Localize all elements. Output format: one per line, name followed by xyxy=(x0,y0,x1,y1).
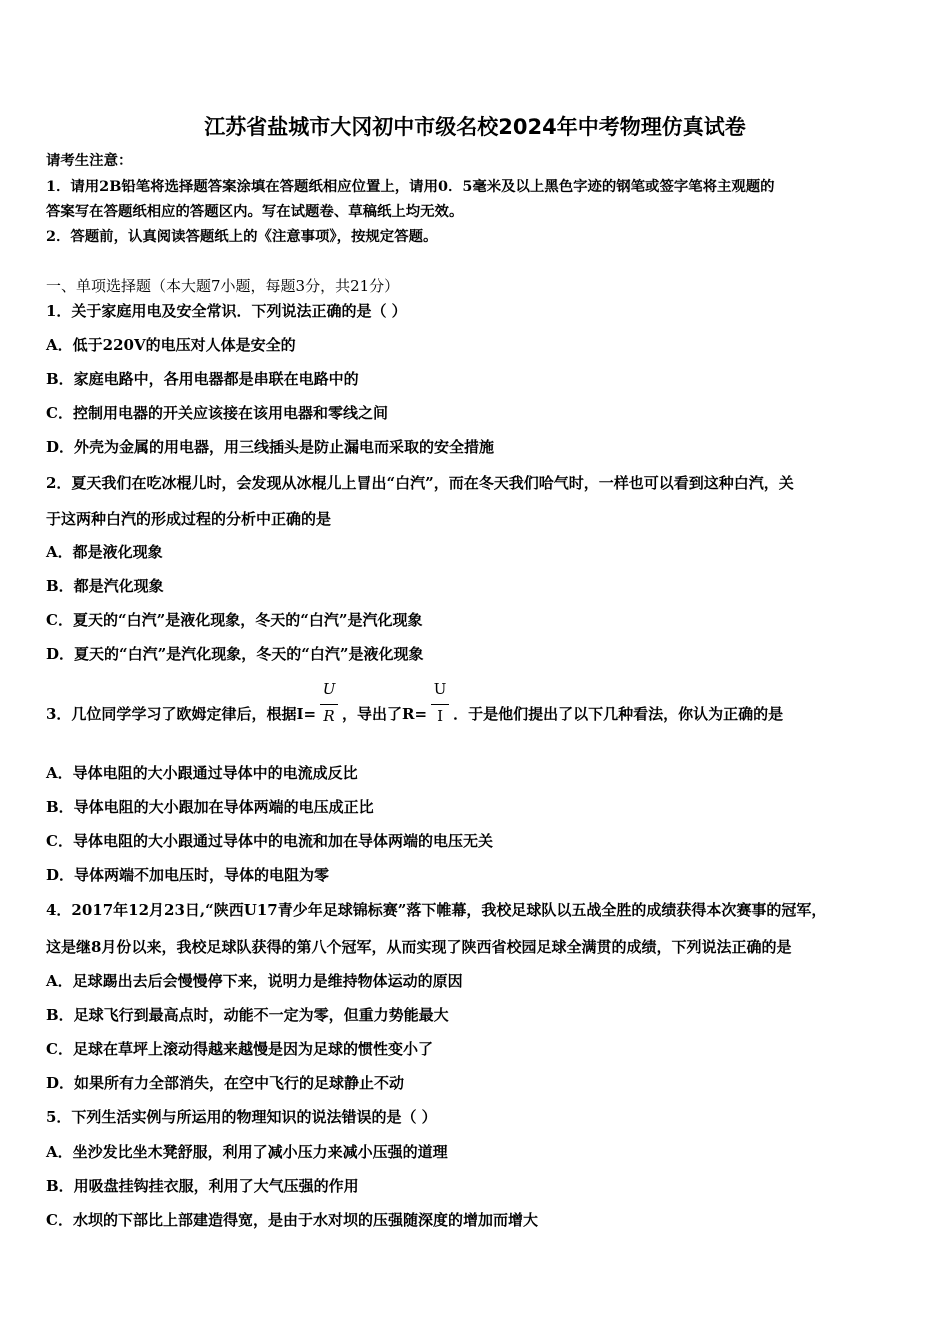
q2-stem-line-2: 于这两种白汽的形成过程的分析中正确的是 xyxy=(46,510,332,528)
notes-line-2: 答案写在答题纸相应的答题区内。写在试题卷、草稿纸上均无效。 xyxy=(46,203,464,220)
fraction-2-bar xyxy=(431,704,449,705)
q3-stem-part-1: 3．几位同学学习了欧姆定律后，根据I= xyxy=(46,705,317,723)
q3-stem-part-2: ，导出了R= xyxy=(342,705,428,723)
q2-option-c: C．夏天的“白汽”是液化现象，冬天的“白汽”是汽化现象 xyxy=(46,611,423,629)
q2-stem-line-1: 2．夏天我们在吃冰棍儿时，会发现从冰棍儿上冒出“白汽”，而在冬天我们哈气时，一样也可以看到这种白汽，关 xyxy=(46,474,794,492)
fraction-1-denominator: R xyxy=(323,707,335,725)
q4-option-b: B．足球飞行到最高点时，动能不一定为零，但重力势能最大 xyxy=(46,1006,449,1024)
q5-option-c: C．水坝的下部比上部建造得宽，是由于水对坝的压强随深度的增加而增大 xyxy=(46,1211,538,1229)
q3-option-d: D．导体两端不加电压时，导体的电阻为零 xyxy=(46,866,330,884)
q5-stem: 5．下列生活实例与所运用的物理知识的说法错误的是（ ） xyxy=(46,1108,437,1126)
q3-option-c: C．导体电阻的大小跟通过导体中的电流和加在导体两端的电压无关 xyxy=(46,832,493,850)
fraction-1-numerator: U xyxy=(322,680,336,698)
fraction-2-numerator: U xyxy=(433,680,447,698)
q2-option-a: A．都是液化现象 xyxy=(46,543,163,561)
q4-option-c: C．足球在草坪上滚动得越来越慢是因为足球的惯性变小了 xyxy=(46,1040,433,1058)
q4-option-d: D．如果所有力全部消失，在空中飞行的足球静止不动 xyxy=(46,1074,405,1092)
fraction-u-over-i xyxy=(429,680,451,725)
q1-option-c: C．控制用电器的开关应该接在该用电器和零线之间 xyxy=(46,404,388,422)
fraction-2-denominator: I xyxy=(437,707,444,725)
page-title: 江苏省盐城市大冈初中市级名校2024年中考物理仿真试卷 xyxy=(204,115,746,139)
q2-option-b: B．都是汽化现象 xyxy=(46,577,164,595)
q1-stem: 1．关于家庭用电及安全常识．下列说法正确的是（ ） xyxy=(46,302,407,320)
q3-stem-part-3: ．于是他们提出了以下几种看法，你认为正确的是 xyxy=(453,705,784,723)
q3-stem xyxy=(46,680,784,725)
q3-option-b: B．导体电阻的大小跟加在导体两端的电压成正比 xyxy=(46,798,374,816)
q5-option-a: A．坐沙发比坐木凳舒服，利用了减小压力来减小压强的道理 xyxy=(46,1143,448,1161)
fraction-u-over-r xyxy=(318,680,340,725)
q1-option-a: A．低于220V的电压对人体是安全的 xyxy=(46,336,296,354)
q2-option-d: D．夏天的“白汽”是汽化现象，冬天的“白汽”是液化现象 xyxy=(46,645,424,663)
notes-line-1: 1．请用2B铅笔将选择题答案涂填在答题纸相应位置上，请用0．5毫米及以上黑色字迹的钢笔或签字笔将主观题的 xyxy=(46,178,775,195)
q4-stem-line-1: 4．2017年12月23日,“陕西U17青少年足球锦标赛”落下帷幕，我校足球队以五战全胜的成绩获得本次赛事的冠军， xyxy=(46,901,827,919)
notes-line-3: 2．答题前，认真阅读答题纸上的《注意事项》，按规定答题。 xyxy=(46,228,438,245)
section-heading: 一、单项选择题（本大题7小题，每题3分，共21分） xyxy=(46,277,400,295)
notes-heading: 请考生注意： xyxy=(46,152,133,169)
q1-option-d: D．外壳为金属的用电器，用三线插头是防止漏电而采取的安全措施 xyxy=(46,438,495,456)
q1-option-b: B．家庭电路中，各用电器都是串联在电路中的 xyxy=(46,370,359,388)
q4-option-a: A．足球踢出去后会慢慢停下来，说明力是维持物体运动的原因 xyxy=(46,972,463,990)
fraction-1-bar xyxy=(320,704,338,705)
q4-stem-line-2: 这是继8月份以来，我校足球队获得的第八个冠军，从而实现了陕西省校园足球全满贯的成绩，下列说法正确的是 xyxy=(46,938,792,956)
q3-option-a: A．导体电阻的大小跟通过导体中的电流成反比 xyxy=(46,764,358,782)
q5-option-b: B．用吸盘挂钩挂衣服，利用了大气压强的作用 xyxy=(46,1177,359,1195)
